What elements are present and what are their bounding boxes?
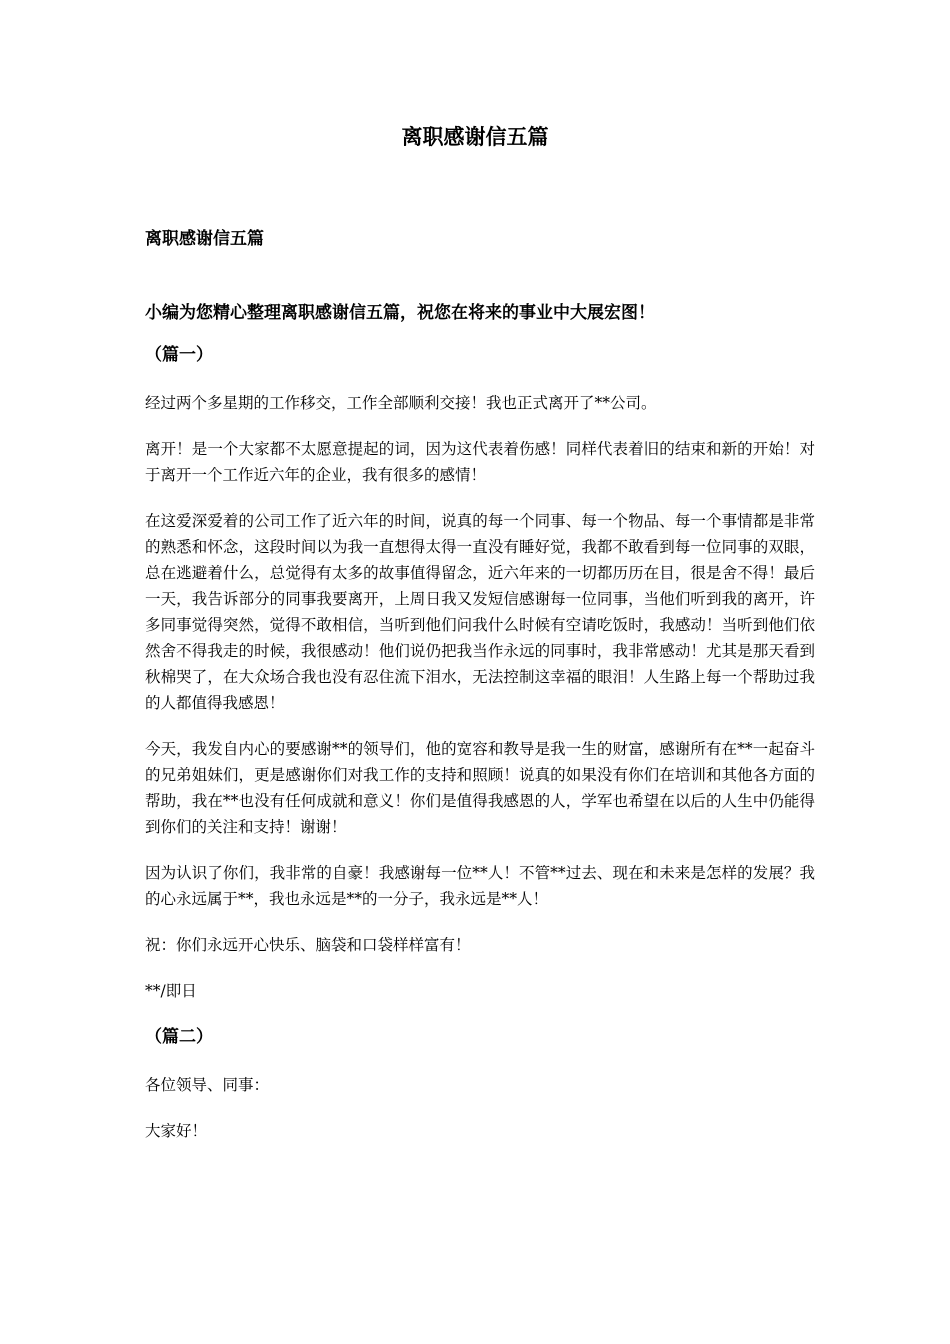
section-heading: （篇二） <box>145 1027 213 1047</box>
document-title: 离职感谢信五篇 <box>401 124 549 149</box>
paragraph: 祝：你们永远开心快乐、脑袋和口袋样样富有！ <box>145 936 471 954</box>
section-heading: （篇一） <box>145 345 213 365</box>
paragraph: 离开！是一个大家都不太愿意提起的词，因为这代表着伤感！同样代表着旧的结束和新的开始！对于离开一个工作近六年的企业，我有很多的感情！ <box>145 440 815 484</box>
paragraph: 因为认识了你们，我非常的自豪！我感谢每一位**人！不管**过去、现在和未来是怎样的发展？我的心永远属于**，我也永远是**的一分子，我永远是**人！ <box>145 864 815 908</box>
document-subtitle: 离职感谢信五篇 <box>145 229 264 249</box>
section-1 <box>145 342 815 1004</box>
paragraph: 各位领导、同事： <box>145 1076 270 1094</box>
signature-line: **/即日 <box>145 982 197 1000</box>
lead-paragraph: 小编为您精心整理离职感谢信五篇，祝您在将来的事业中大展宏图！ <box>145 303 655 323</box>
section-2 <box>145 1024 815 1144</box>
paragraph: 大家好！ <box>145 1122 208 1140</box>
paragraph: 经过两个多星期的工作移交，工作全部顺利交接！我也正式离开了**公司。 <box>145 394 657 412</box>
paragraph: 在这爱深爱着的公司工作了近六年的时间，说真的每一个同事、每一个物品、每一个事情都是非常的熟悉和怀念，这段时间以为我一直想得太得一直没有睡好觉，我都不敢看到每一位同事的双眼，总在逃避着什么，总觉得有太多的故事值得留念，近六年来的一切都历历在目，很是舍不得！最后一天，我告诉部分的同事我要离开，上周日我又发短信感谢每一位同事，当他们听到我的离开，许多同事觉得突然，觉得不敢相信，当听到他们问我什么时候有空请吃饭时，我感动！当听到他们依然舍不得我走的时候，我很感动！他们说仍把我当作永远的同事时，我非常感动！尤其是那天看到秋棉哭了，在大众场合我也没有忍住流下泪水，无法控制这幸福的眼泪！人生路上每一个帮助过我的人都值得我感恩！ <box>145 512 815 712</box>
document-body <box>145 226 815 1164</box>
paragraph: 今天，我发自内心的要感谢**的领导们，他的宽容和教导是我一生的财富，感谢所有在**一起奋斗的兄弟姐妹们，更是感谢你们对我工作的支持和照顾！说真的如果没有你们在培训和其他各方面的帮助，我在**也没有任何成就和意义！你们是值得我感恩的人，学军也希望在以后的人生中仍能得到你们的关注和支持！谢谢！ <box>145 740 815 836</box>
